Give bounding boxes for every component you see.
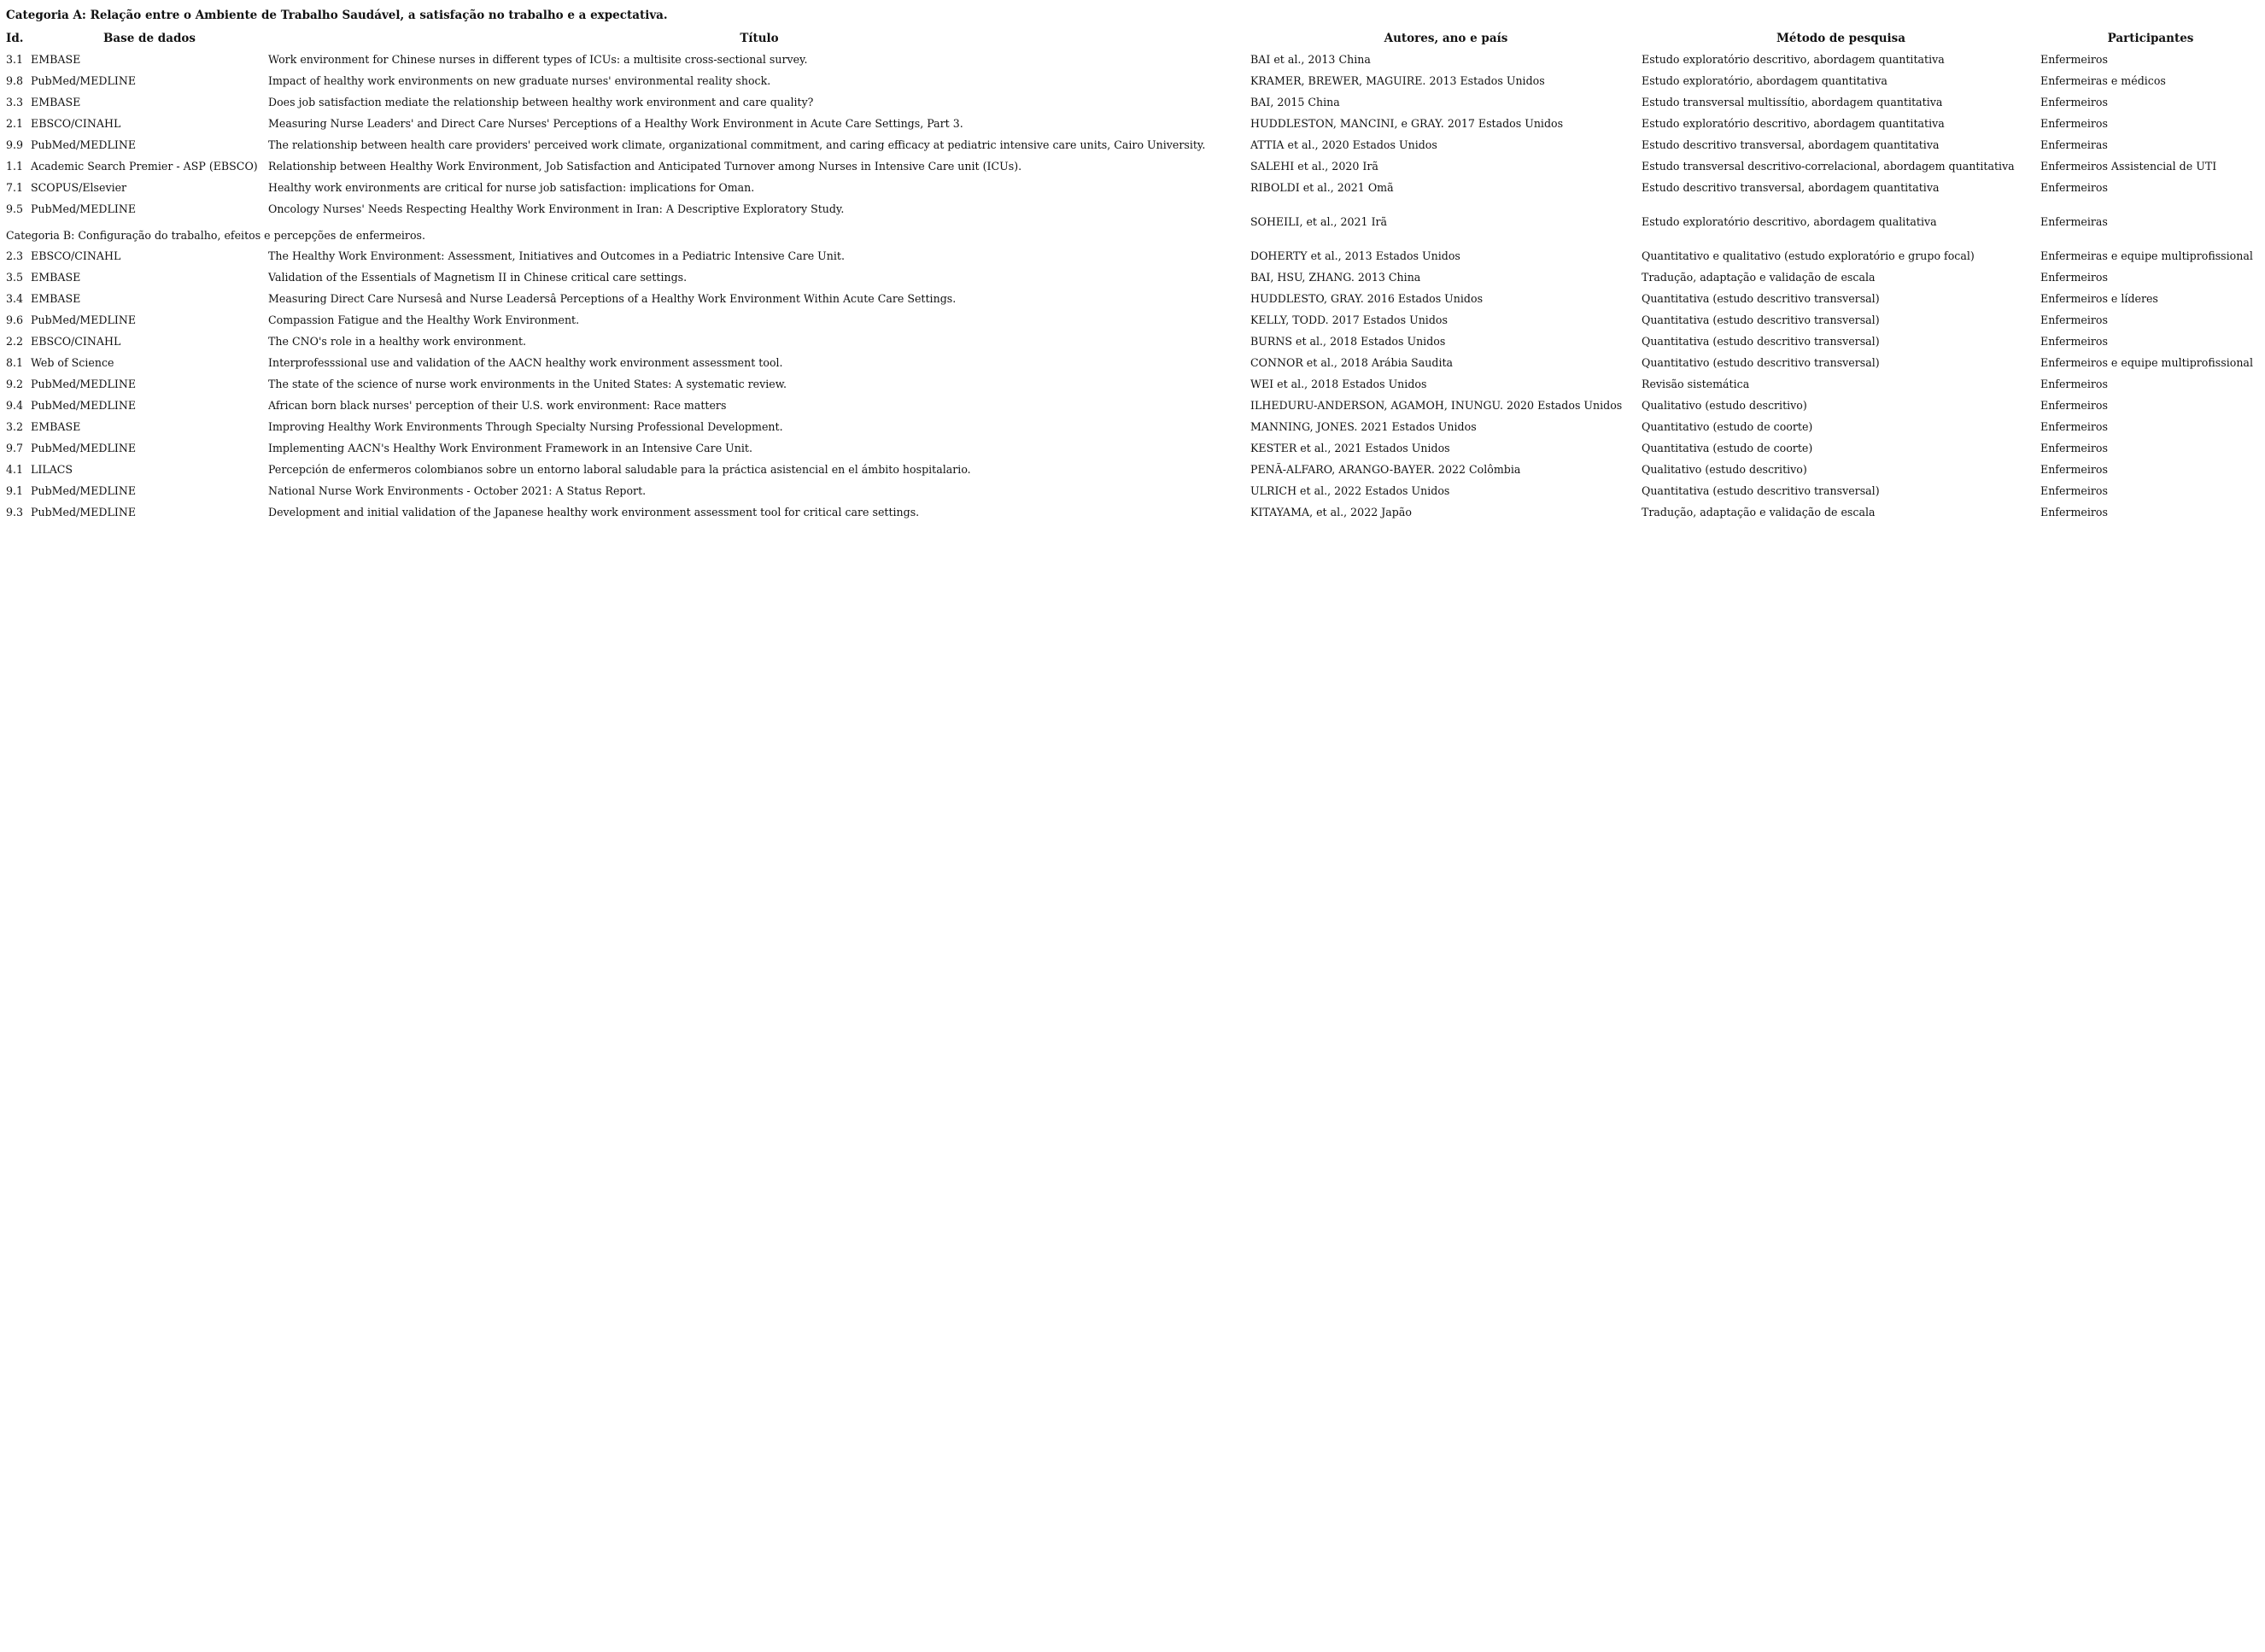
cell-participants: Enfermeiros e líderes	[2040, 292, 2158, 305]
cell-id: 3.5	[6, 271, 24, 284]
cell-participants: Enfermeiras	[2040, 138, 2108, 151]
table-row	[6, 134, 2261, 155]
table-row	[6, 459, 2261, 480]
cell-participants: Enfermeiros	[2040, 484, 2108, 497]
cell-title: Compassion Fatigue and the Healthy Work Environment.	[268, 313, 580, 326]
cell-title: The relationship between health care providers' perceived work climate, organizational commitment, and caring efficacy at pediatric intensive care units, Cairo University.	[268, 138, 1206, 151]
header-authors: Autores, ano e país	[1384, 31, 1508, 45]
cell-method: Quantitativo (estudo de coorte)	[1642, 420, 1813, 433]
table-row	[6, 309, 2261, 331]
table-row	[6, 155, 2261, 177]
cell-title: Validation of the Essentials of Magnetism II in Chinese critical care settings.	[268, 271, 688, 284]
cell-method: Quantitativa (estudo descritivo transversal)	[1642, 313, 1880, 326]
cell-method: Quantitativo (estudo descritivo transversal)	[1642, 356, 1880, 369]
table-row	[6, 331, 2261, 352]
cell-database: PubMed/MEDLINE	[31, 484, 137, 497]
cell-database: PubMed/MEDLINE	[31, 506, 137, 518]
cell-title: Implementing AACN's Healthy Work Environment Framework in an Intensive Care Unit.	[268, 442, 752, 454]
cell-id: 3.1	[6, 53, 24, 66]
cell-database: PubMed/MEDLINE	[31, 399, 137, 412]
cell-method: Estudo descritivo transversal, abordagem quantitativa	[1642, 181, 1940, 194]
cell-method: Estudo exploratório descritivo, abordagem qualitativa	[1642, 215, 1937, 228]
cell-id: 1.1	[6, 160, 24, 173]
cell-method: Quantitativo e qualitativo (estudo exploratório e grupo focal)	[1642, 249, 1975, 262]
category-a-heading: Categoria A: Relação entre o Ambiente de Trabalho Saudável, a satisfação no trabalho e a expectativa.	[6, 9, 668, 22]
cell-title: Percepción de enfermeros colombianos sobre un entorno laboral saludable para la práctica asistencial en el ámbito hospitalario.	[268, 463, 971, 476]
table-row	[6, 245, 2261, 267]
cell-authors: KRAMER, BREWER, MAGUIRE. 2013 Estados Unidos	[1250, 74, 1545, 87]
cell-database: EMBASE	[31, 292, 81, 305]
table-row	[6, 437, 2261, 459]
cell-method: Quantitativa (estudo descritivo transversal)	[1642, 292, 1880, 305]
cell-method: Revisão sistemática	[1642, 378, 1750, 390]
cell-id: 9.3	[6, 506, 24, 518]
cell-database: PubMed/MEDLINE	[31, 378, 137, 390]
cell-id: 9.4	[6, 399, 24, 412]
cell-authors: CONNOR et al., 2018 Arábia Saudita	[1250, 356, 1454, 369]
cell-participants: Enfermeiras e médicos	[2040, 74, 2166, 87]
cell-participants: Enfermeiros	[2040, 378, 2108, 390]
cell-method: Estudo exploratório, abordagem quantitativa	[1642, 74, 1888, 87]
cell-authors: ILHEDURU-ANDERSON, AGAMOH, INUNGU. 2020 Estados Unidos	[1250, 399, 1623, 412]
cell-authors: BAI, HSU, ZHANG. 2013 China	[1250, 271, 1421, 284]
cell-participants: Enfermeiros	[2040, 181, 2108, 194]
cell-id: 9.8	[6, 74, 24, 87]
cell-id: 2.1	[6, 117, 24, 130]
cell-authors: DOHERTY et al., 2013 Estados Unidos	[1250, 249, 1460, 262]
cell-authors: WEI et al., 2018 Estados Unidos	[1250, 378, 1427, 390]
cell-database: EBSCO/CINAHL	[31, 117, 121, 130]
cell-title: National Nurse Work Environments - October 2021: A Status Report.	[268, 484, 647, 497]
cell-title: The CNO's role in a healthy work environment.	[268, 335, 527, 348]
cell-authors: HUDDLESTO, GRAY. 2016 Estados Unidos	[1250, 292, 1484, 305]
cell-method: Quantitativa (estudo descritivo transversal)	[1642, 484, 1880, 497]
cell-participants: Enfermeiros	[2040, 463, 2108, 476]
cell-title: Does job satisfaction mediate the relationship between healthy work environment and care quality?	[268, 96, 814, 108]
document	[6, 7, 2261, 523]
cell-database: Academic Search Premier - ASP (EBSCO)	[31, 160, 258, 173]
cell-id: 9.7	[6, 442, 24, 454]
cell-database: PubMed/MEDLINE	[31, 442, 137, 454]
cell-database: PubMed/MEDLINE	[31, 138, 137, 151]
cell-authors: BAI et al., 2013 China	[1250, 53, 1371, 66]
cell-id: 9.9	[6, 138, 24, 151]
cell-id: 4.1	[6, 463, 24, 476]
table-row	[6, 91, 2261, 113]
cell-title: Relationship between Healthy Work Environment, Job Satisfaction and Anticipated Turnover among Nurses in Intensive Care unit (ICUs).	[268, 160, 1022, 173]
cell-participants: Enfermeiros	[2040, 271, 2108, 284]
cell-authors: BURNS et al., 2018 Estados Unidos	[1250, 335, 1446, 348]
table-row	[6, 501, 2261, 523]
cell-id: 2.3	[6, 249, 24, 262]
table-row	[6, 267, 2261, 288]
cell-method: Tradução, adaptação e validação de escala	[1642, 271, 1876, 284]
cell-id: 8.1	[6, 356, 24, 369]
header-id: Id.	[6, 31, 24, 45]
cell-database: LILACS	[31, 463, 73, 476]
studies-table	[6, 27, 2261, 245]
cell-participants: Enfermeiros	[2040, 335, 2108, 348]
header-title: Título	[740, 31, 779, 45]
cell-participants: Enfermeiros Assistencial de UTI	[2040, 160, 2217, 173]
header-method: Método de pesquisa	[1776, 31, 1905, 45]
cell-title: The Healthy Work Environment: Assessment, Initiatives and Outcomes in a Pediatric Intensive Care Unit.	[268, 249, 845, 262]
cell-id: 9.5	[6, 202, 24, 215]
cell-id: 9.6	[6, 313, 24, 326]
cell-title: Measuring Nurse Leaders' and Direct Care Nurses' Perceptions of a Healthy Work Environment in Acute Care Settings, Part 3.	[268, 117, 963, 130]
table-row	[6, 288, 2261, 309]
cell-authors: KESTER et al., 2021 Estados Unidos	[1250, 442, 1450, 454]
cell-method: Estudo exploratório descritivo, abordagem quantitativa	[1642, 117, 1945, 130]
cell-method: Tradução, adaptação e validação de escala	[1642, 506, 1876, 518]
cell-authors: HUDDLESTON, MANCINI, e GRAY. 2017 Estados Unidos	[1250, 117, 1564, 130]
table-row	[6, 395, 2261, 416]
table-row	[6, 373, 2261, 395]
cell-authors: KELLY, TODD. 2017 Estados Unidos	[1250, 313, 1448, 326]
cell-database: EMBASE	[31, 96, 81, 108]
table-row	[6, 49, 2261, 70]
cell-method: Qualitativo (estudo descritivo)	[1642, 399, 1807, 412]
cell-method: Qualitativo (estudo descritivo)	[1642, 463, 1807, 476]
table-row	[6, 416, 2261, 437]
table-row	[6, 352, 2261, 373]
cell-authors: KITAYAMA, et al., 2022 Japão	[1250, 506, 1412, 518]
cell-database: PubMed/MEDLINE	[31, 313, 137, 326]
cell-authors: ATTIA et al., 2020 Estados Unidos	[1250, 138, 1437, 151]
table-row	[6, 177, 2261, 198]
header-database: Base de dados	[102, 31, 196, 45]
table-row	[6, 113, 2261, 134]
cell-authors: ULRICH et al., 2022 Estados Unidos	[1250, 484, 1450, 497]
cell-participants: Enfermeiros	[2040, 506, 2108, 518]
cell-authors: SALEHI et al., 2020 Irã	[1250, 160, 1378, 173]
cell-database: PubMed/MEDLINE	[31, 74, 137, 87]
cell-authors: SOHEILI, et al., 2021 Irã	[1250, 215, 1388, 228]
cell-participants: Enfermeiros	[2040, 96, 2108, 108]
cell-id: 9.1	[6, 484, 24, 497]
cell-id: 7.1	[6, 181, 24, 194]
cell-method: Quantitativa (estudo de coorte)	[1642, 442, 1813, 454]
cell-authors: RIBOLDI et al., 2021 Omã	[1250, 181, 1394, 194]
cell-participants: Enfermeiras	[2040, 215, 2108, 228]
table-row	[6, 480, 2261, 501]
cell-method: Estudo transversal descritivo-correlacional, abordagem quantitativa	[1642, 160, 2015, 173]
cell-participants: Enfermeiros	[2040, 313, 2108, 326]
cell-database: Web of Science	[31, 356, 114, 369]
cell-title: Work environment for Chinese nurses in different types of ICUs: a multisite cross-sectional survey.	[268, 53, 808, 66]
cell-participants: Enfermeiros	[2040, 399, 2108, 412]
cell-title: Measuring Direct Care Nursesâ and Nurse Leadersâ Perceptions of a Healthy Work Environment Within Acute Care Settings.	[268, 292, 957, 305]
cell-database: SCOPUS/Elsevier	[31, 181, 127, 194]
table-row	[6, 70, 2261, 91]
cell-database: EMBASE	[31, 53, 81, 66]
cell-title: Healthy work environments are critical for nurse job satisfaction: implications for Oman.	[268, 181, 755, 194]
cell-authors: MANNING, JONES. 2021 Estados Unidos	[1250, 420, 1477, 433]
cell-authors: PENÃ-ALFARO, ARANGO-BAYER. 2022 Colômbia	[1250, 463, 1521, 476]
cell-title: The state of the science of nurse work environments in the United States: A systematic review.	[268, 378, 787, 390]
cell-database: PubMed/MEDLINE	[31, 202, 137, 215]
cell-id: 9.2	[6, 378, 24, 390]
cell-participants: Enfermeiros	[2040, 420, 2108, 433]
cell-participants: Enfermeiros	[2040, 442, 2108, 454]
cell-database: EBSCO/CINAHL	[31, 249, 121, 262]
category-b-heading: Categoria B: Configuração do trabalho, efeitos e percepções de enfermeiros.	[6, 229, 425, 242]
cell-method: Estudo exploratório descritivo, abordagem quantitativa	[1642, 53, 1945, 66]
cell-participants: Enfermeiros e equipe multiprofissional	[2040, 356, 2253, 369]
header-participants: Participantes	[2107, 31, 2194, 45]
cell-authors: BAI, 2015 China	[1250, 96, 1340, 108]
cell-method: Quantitativa (estudo descritivo transversal)	[1642, 335, 1880, 348]
studies-table-category-b	[6, 245, 2261, 523]
cell-title: African born black nurses' perception of their U.S. work environment: Race matters	[268, 399, 727, 412]
cell-title: Impact of healthy work environments on new graduate nurses' environmental reality shock.	[268, 74, 771, 87]
cell-id: 2.2	[6, 335, 24, 348]
cell-participants: Enfermeiros	[2040, 117, 2108, 130]
cell-database: EMBASE	[31, 420, 81, 433]
cell-database: EMBASE	[31, 271, 81, 284]
cell-method: Estudo transversal multissítio, abordagem quantitativa	[1642, 96, 1943, 108]
cell-participants: Enfermeiras e equipe multiprofissional	[2040, 249, 2253, 262]
cell-title: Interprofesssional use and validation of the AACN healthy work environment assessment tool.	[268, 356, 783, 369]
cell-participants: Enfermeiros	[2040, 53, 2108, 66]
cell-title: Oncology Nurses' Needs Respecting Healthy Work Environment in Iran: A Descriptive Exploratory Study.	[268, 202, 845, 215]
cell-method: Estudo descritivo transversal, abordagem quantitativa	[1642, 138, 1940, 151]
header-row	[6, 27, 2261, 49]
cell-id: 3.4	[6, 292, 24, 305]
cell-id: 3.3	[6, 96, 24, 108]
cell-id: 3.2	[6, 420, 24, 433]
cell-title: Development and initial validation of the Japanese healthy work environment assessment tool for critical care settings.	[268, 506, 920, 518]
cell-database: EBSCO/CINAHL	[31, 335, 121, 348]
cell-title: Improving Healthy Work Environments Through Specialty Nursing Professional Development.	[268, 420, 783, 433]
